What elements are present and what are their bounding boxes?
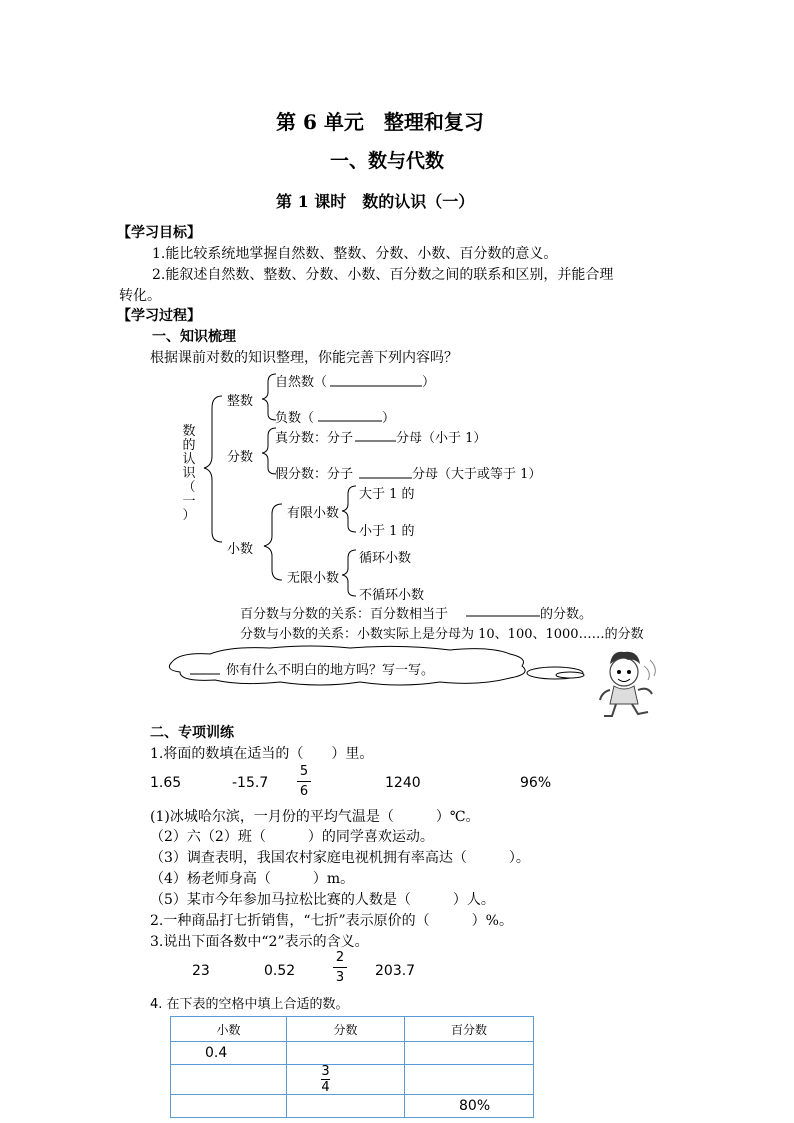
conversion-table	[170, 1016, 534, 1118]
cell-decimal-empty[interactable]	[171, 1095, 287, 1118]
q1-sub-4: （4）杨老师身高（ ）m。	[150, 871, 355, 887]
cell-fraction-empty[interactable]	[287, 1042, 405, 1065]
question-4: 4. 在下表的空格中填上合适的数。	[150, 997, 349, 1012]
cell-decimal-empty[interactable]	[171, 1065, 287, 1095]
tree-improper-b: 分母（大于或等于 1）	[412, 467, 542, 482]
question-1: 1.将面的数填在适当的（ ）里。	[150, 746, 374, 762]
relation-percent-b: 的分数。	[540, 607, 593, 622]
q1-sub-5: （5）某市今年参加马拉松比赛的人数是（ ）人。	[150, 892, 495, 908]
table-row	[171, 1095, 534, 1118]
table-header-percent: 百分数	[405, 1017, 534, 1042]
goal-item-2: 2.能叙述自然数、整数、分数、小数、百分数之间的联系和区别，并能合理	[152, 267, 614, 283]
tree-finite: 有限小数	[287, 506, 340, 521]
goal-item-1: 1.能比较系统地掌握自然数、整数、分数、小数、百分数的意义。	[152, 246, 558, 262]
tree-proper-a: 真分数：分子	[275, 431, 354, 446]
cell-percent[interactable]: 80%	[405, 1095, 534, 1118]
table-header-fraction: 分数	[287, 1017, 405, 1042]
tree-negative-close: ）	[382, 411, 396, 426]
tree-infinite: 无限小数	[287, 571, 340, 586]
goal-item-2-cont: 转化。	[119, 288, 161, 304]
q3-number-1: 23	[192, 963, 210, 979]
table-header-decimal: 小数	[171, 1017, 287, 1042]
cell-decimal[interactable]: 0.4	[171, 1042, 287, 1065]
q1-number-5: 96%	[520, 775, 552, 791]
cell-percent-empty[interactable]	[405, 1042, 534, 1065]
q1-fraction: 5 6	[297, 764, 311, 799]
tree-fraction: 分数	[227, 450, 254, 465]
question-3: 3.说出下面各数中“2”表示的含义。	[150, 934, 369, 950]
cloud-text: 你有什么不明白的地方吗？写一写。	[226, 663, 435, 678]
tree-proper-b: 分母（小于 1）	[396, 431, 487, 446]
cell-fraction-empty[interactable]	[287, 1095, 405, 1118]
relation-percent-a: 百分数与分数的关系：百分数相当于	[240, 607, 449, 622]
tree-natural: 自然数（	[275, 375, 328, 390]
section-title: 一、数与代数	[330, 150, 445, 172]
tree-natural-close: ）	[422, 375, 436, 390]
q1-sub-2: （2）六（2）班（ ）的同学喜欢运动。	[150, 829, 434, 845]
q1-sub-1: (1)冰城哈尔滨，一月份的平均气温是（ ）℃。	[150, 809, 480, 825]
tree-negative: 负数（	[275, 411, 315, 426]
table-row	[171, 1042, 534, 1065]
tree-repeating: 循环小数	[359, 551, 412, 566]
part1-intro: 根据课前对数的知识整理，你能完善下列内容吗？	[150, 350, 458, 366]
q1-sub-3: （3）调查表明，我国农村家庭电视机拥有率高达（ ）。	[150, 850, 530, 866]
q1-number-2: -15.7	[232, 775, 269, 791]
cell-fraction[interactable]: $\frac{3}{4}$	[287, 1065, 405, 1095]
tree-integer: 整数	[227, 394, 254, 409]
training-heading: 二、专项训练	[150, 725, 234, 741]
tree-gt1: 大于 1 的	[359, 487, 415, 502]
relation-decimal: 分数与小数的关系：小数实际上是分母为 10、100、1000……的分数	[240, 627, 644, 642]
cell-percent-empty[interactable]	[405, 1065, 534, 1095]
process-heading: 【学习过程】	[117, 308, 201, 324]
tree-improper-a: 假分数：分子	[275, 467, 354, 482]
q1-number-4: 1240	[385, 775, 421, 791]
question-2: 2.一种商品打七折销售，“七折”表示原价的（ ）%。	[150, 913, 513, 929]
part1-heading: 一、知识梳理	[152, 329, 236, 345]
q3-fraction: 2 3	[333, 950, 347, 985]
tree-decimal: 小数	[227, 542, 254, 557]
q3-number-2: 0.52	[264, 963, 296, 979]
tree-root: 数 的 认 识 （ 一 ）	[182, 424, 196, 523]
q3-number-4: 203.7	[375, 963, 416, 979]
boy-illustration	[594, 646, 660, 720]
tree-nonrepeating: 不循环小数	[359, 588, 425, 603]
unit-title: 第 6 单元 整理和复习	[276, 110, 484, 134]
goals-heading: 【学习目标】	[117, 225, 201, 241]
tree-lt1: 小于 1 的	[359, 524, 415, 539]
q1-number-1: 1.65	[150, 775, 182, 791]
lesson-title: 第 1 课时 数的认识（一）	[276, 192, 475, 211]
table-row	[171, 1065, 534, 1095]
